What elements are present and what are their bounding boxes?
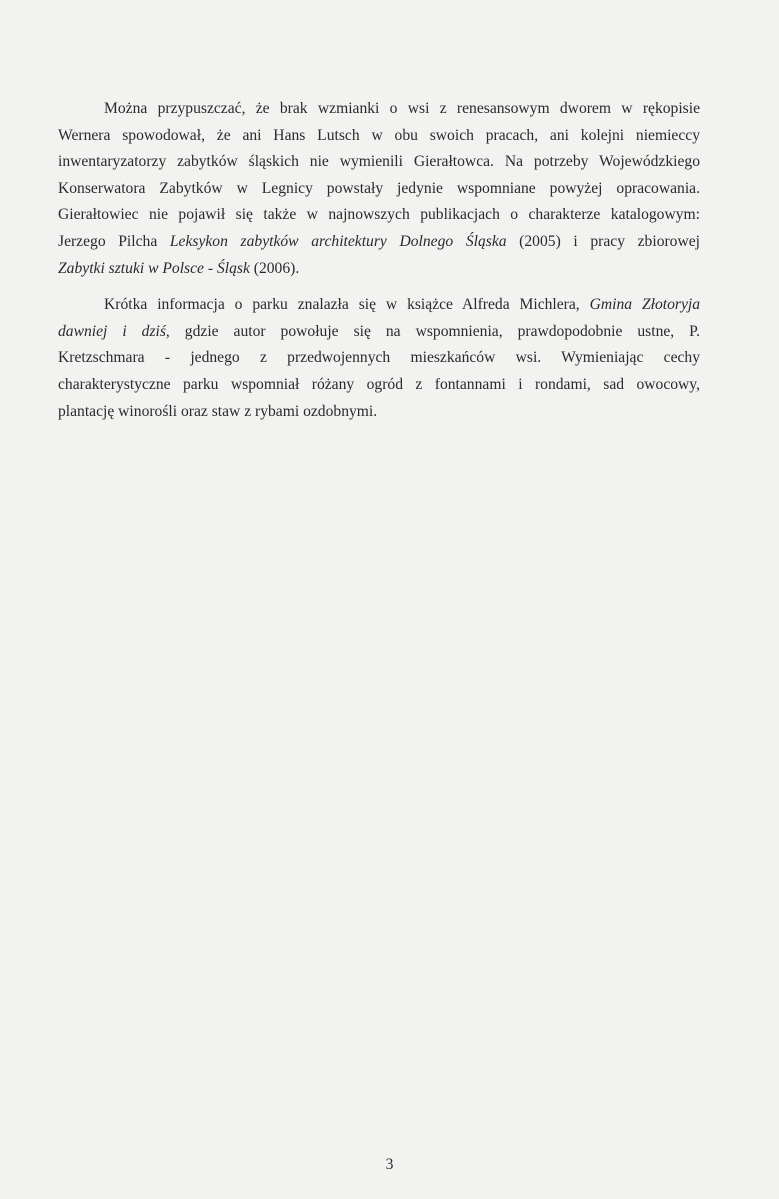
text-line — [58, 123, 700, 150]
text-run: Można przypuszczać, że brak wzmianki o wsi z renesansowym dworem w rękopisie — [104, 100, 700, 117]
text-line — [58, 319, 700, 346]
text-run: inwentaryzatorzy zabytków śląskich nie wymienili Gierałtowca. Na potrzeby Wojewódzkiego — [58, 153, 700, 171]
text-line — [58, 176, 700, 203]
body-text — [58, 96, 700, 425]
text-run: Jerzego Pilcha — [58, 232, 170, 250]
text-run: (2005) i pracy zbiorowej — [506, 232, 700, 250]
book-title: Leksykon zabytków architektury Dolnego Śląska — [169, 232, 507, 250]
paragraph-1 — [58, 96, 700, 282]
book-title: Zabytki sztuki w Polsce - Śląsk — [58, 259, 250, 277]
text-run: Krótka informacja o parku znalazła się w książce Alfreda Michlera, — [104, 296, 590, 314]
text-line — [58, 149, 700, 176]
text-line — [58, 202, 700, 229]
text-line — [58, 256, 700, 283]
text-run: Wernera spowodował, że ani Hans Lutsch w obu swoich pracach, ani kolejni niemieccy — [58, 126, 700, 144]
text-line — [58, 96, 700, 123]
text-run: Gierałtowiec nie pojawił się także w najnowszych publikacjach o charakterze katalogowym: — [58, 206, 700, 224]
page-number: 3 — [385, 1156, 394, 1173]
text-run: Konserwatora Zabytków w Legnicy powstały jedynie wspomniane powyżej opracowania. — [58, 179, 700, 197]
text-run: (2006). — [249, 259, 300, 277]
text-line — [58, 399, 700, 426]
book-title: dawniej i dziś, — [58, 322, 170, 340]
text-run: gdzie autor powołuje się na wspomnienia, prawdopodobnie ustne, P. — [169, 322, 700, 340]
text-line — [58, 345, 700, 372]
text-run: Kretzschmara - jednego z przedwojennych mieszkańców wsi. Wymieniając cechy — [58, 349, 700, 367]
book-title: Gmina Złotoryja — [589, 296, 700, 314]
text-line — [58, 292, 700, 319]
text-run: charakterystyczne parku wspomniał różany ogród z fontannami i rondami, sad owocowy, — [58, 375, 700, 393]
paragraph-2 — [58, 292, 700, 425]
text-line — [58, 372, 700, 399]
text-line — [58, 229, 700, 256]
text-run: plantację winorośli oraz staw z rybami ozdobnymi. — [58, 402, 378, 420]
